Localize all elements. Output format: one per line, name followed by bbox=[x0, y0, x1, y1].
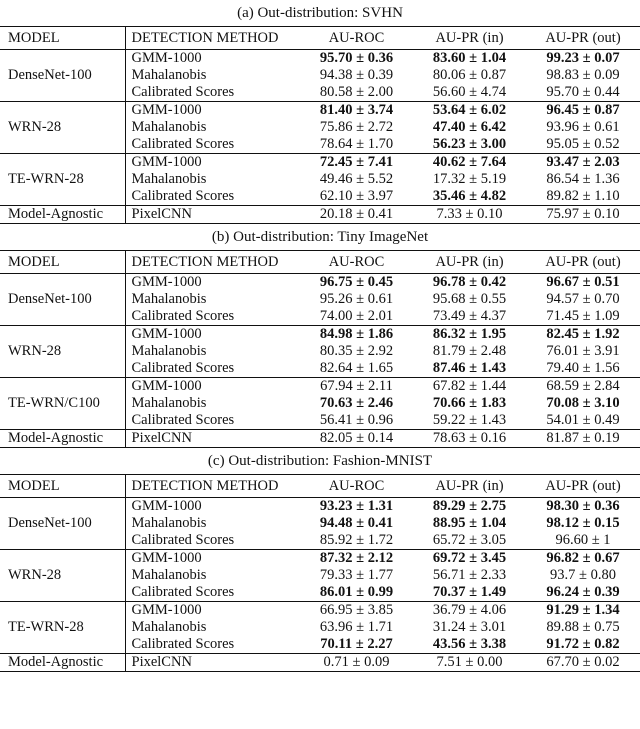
method-cell: Mahalanobis bbox=[131, 291, 207, 307]
method-cell: Calibrated Scores bbox=[125, 136, 300, 154]
value-cell: 72.45 ± 7.41 bbox=[319, 154, 394, 170]
value-cell: 81.79 ± 2.48 bbox=[432, 343, 507, 359]
value-cell: 70.37 ± 1.49 bbox=[413, 584, 526, 602]
value-cell: 43.56 ± 3.38 bbox=[413, 636, 526, 654]
value-cell: 17.32 ± 5.19 bbox=[432, 171, 507, 187]
table-row bbox=[0, 550, 640, 568]
value-cell: 98.12 ± 0.15 bbox=[546, 515, 620, 531]
method-cell: PixelCNN bbox=[125, 430, 300, 448]
table-row bbox=[0, 274, 640, 292]
value-cell: 95.26 ± 0.61 bbox=[319, 291, 394, 307]
table-row bbox=[0, 326, 640, 344]
method-cell: GMM-1000 bbox=[131, 326, 202, 342]
value-cell: 59.22 ± 1.43 bbox=[413, 412, 526, 430]
value-cell: 96.24 ± 0.39 bbox=[526, 584, 640, 602]
table-caption: (a) Out-distribution: SVHN bbox=[237, 5, 403, 21]
value-cell: 56.71 ± 2.33 bbox=[432, 567, 507, 583]
value-cell: 81.87 ± 0.19 bbox=[526, 430, 640, 448]
value-cell: 70.63 ± 2.46 bbox=[319, 395, 394, 411]
value-cell: 62.10 ± 3.97 bbox=[300, 188, 413, 206]
method-cell: PixelCNN bbox=[125, 654, 300, 672]
value-cell: 96.60 ± 1 bbox=[526, 532, 640, 550]
value-cell: 80.35 ± 2.92 bbox=[319, 343, 394, 359]
method-cell: Calibrated Scores bbox=[125, 532, 300, 550]
header-row bbox=[0, 251, 640, 274]
value-cell: 36.79 ± 4.06 bbox=[432, 602, 507, 618]
value-cell: 67.94 ± 2.11 bbox=[320, 378, 393, 394]
method-cell: Calibrated Scores bbox=[125, 84, 300, 102]
value-cell: 56.60 ± 4.74 bbox=[413, 84, 526, 102]
value-cell: 96.67 ± 0.51 bbox=[546, 274, 620, 290]
value-cell: 7.51 ± 0.00 bbox=[413, 654, 526, 672]
value-cell: 68.59 ± 2.84 bbox=[546, 378, 620, 394]
column-header: MODEL bbox=[0, 27, 125, 50]
value-cell: 0.71 ± 0.09 bbox=[300, 654, 413, 672]
model-cell: Model-Agnostic bbox=[0, 430, 125, 448]
value-cell: 89.29 ± 2.75 bbox=[432, 498, 507, 514]
model-cell: DenseNet-100 bbox=[0, 274, 125, 326]
value-cell: 79.40 ± 1.56 bbox=[526, 360, 640, 378]
value-cell: 91.72 ± 0.82 bbox=[526, 636, 640, 654]
value-cell: 67.82 ± 1.44 bbox=[432, 378, 507, 394]
value-cell: 20.18 ± 0.41 bbox=[300, 206, 413, 224]
method-cell: Calibrated Scores bbox=[125, 412, 300, 430]
model-cell: DenseNet-100 bbox=[0, 50, 125, 102]
results-table bbox=[0, 250, 640, 448]
table-row bbox=[0, 430, 640, 448]
value-cell: 73.49 ± 4.37 bbox=[413, 308, 526, 326]
table-row bbox=[0, 378, 640, 396]
table-row bbox=[0, 654, 640, 672]
value-cell: 96.78 ± 0.42 bbox=[432, 274, 507, 290]
value-cell: 93.47 ± 2.03 bbox=[546, 154, 620, 170]
value-cell: 88.95 ± 1.04 bbox=[432, 515, 507, 531]
model-cell: Model-Agnostic bbox=[0, 654, 125, 672]
value-cell: 96.75 ± 0.45 bbox=[319, 274, 394, 290]
method-cell: Mahalanobis bbox=[131, 619, 207, 635]
value-cell: 96.45 ± 0.87 bbox=[546, 102, 620, 118]
value-cell: 96.82 ± 0.67 bbox=[546, 550, 620, 566]
value-cell: 95.68 ± 0.55 bbox=[432, 291, 507, 307]
column-header: AU-PR (out) bbox=[526, 251, 640, 274]
method-cell: GMM-1000 bbox=[131, 274, 202, 290]
value-cell: 66.95 ± 3.85 bbox=[319, 602, 394, 618]
model-cell: WRN-28 bbox=[0, 102, 125, 154]
column-header: AU-PR (in) bbox=[413, 27, 526, 50]
value-cell: 69.72 ± 3.45 bbox=[432, 550, 507, 566]
method-cell: GMM-1000 bbox=[131, 50, 202, 66]
value-cell: 94.57 ± 0.70 bbox=[546, 291, 620, 307]
method-cell: GMM-1000 bbox=[131, 154, 202, 170]
column-header: MODEL bbox=[0, 475, 125, 498]
value-cell: 74.00 ± 2.01 bbox=[300, 308, 413, 326]
value-cell: 95.70 ± 0.36 bbox=[319, 50, 394, 66]
results-table bbox=[0, 26, 640, 224]
value-cell: 99.23 ± 0.07 bbox=[546, 50, 620, 66]
value-cell: 93.96 ± 0.61 bbox=[546, 119, 620, 135]
value-cell: 94.38 ± 0.39 bbox=[319, 67, 394, 83]
method-cell: Mahalanobis bbox=[131, 171, 207, 187]
column-header: AU-PR (out) bbox=[526, 27, 640, 50]
model-cell: Model-Agnostic bbox=[0, 206, 125, 224]
value-cell: 65.72 ± 3.05 bbox=[413, 532, 526, 550]
column-header: AU-PR (in) bbox=[413, 475, 526, 498]
value-cell: 86.54 ± 1.36 bbox=[546, 171, 620, 187]
column-header: DETECTION METHOD bbox=[125, 27, 300, 50]
model-cell: TE-WRN/C100 bbox=[0, 378, 125, 430]
method-cell: Mahalanobis bbox=[131, 567, 207, 583]
value-cell: 79.33 ± 1.77 bbox=[319, 567, 394, 583]
value-cell: 78.64 ± 1.70 bbox=[300, 136, 413, 154]
method-cell: PixelCNN bbox=[125, 206, 300, 224]
method-cell: GMM-1000 bbox=[131, 378, 202, 394]
table-row bbox=[0, 602, 640, 620]
table-section bbox=[0, 224, 640, 448]
column-header: AU-PR (in) bbox=[413, 251, 526, 274]
column-header: AU-ROC bbox=[300, 27, 413, 50]
value-cell: 70.11 ± 2.27 bbox=[300, 636, 413, 654]
column-header: AU-ROC bbox=[300, 251, 413, 274]
method-cell: GMM-1000 bbox=[131, 550, 202, 566]
value-cell: 35.46 ± 4.82 bbox=[413, 188, 526, 206]
value-cell: 86.01 ± 0.99 bbox=[300, 584, 413, 602]
value-cell: 98.30 ± 0.36 bbox=[546, 498, 620, 514]
column-header: AU-PR (out) bbox=[526, 475, 640, 498]
value-cell: 54.01 ± 0.49 bbox=[526, 412, 640, 430]
model-cell: DenseNet-100 bbox=[0, 498, 125, 550]
model-cell: WRN-28 bbox=[0, 550, 125, 602]
model-cell: TE-WRN-28 bbox=[0, 154, 125, 206]
method-cell: Mahalanobis bbox=[131, 395, 207, 411]
column-header: AU-ROC bbox=[300, 475, 413, 498]
value-cell: 93.7 ± 0.80 bbox=[550, 567, 616, 583]
model-cell: WRN-28 bbox=[0, 326, 125, 378]
value-cell: 89.82 ± 1.10 bbox=[526, 188, 640, 206]
table-row bbox=[0, 498, 640, 516]
value-cell: 56.23 ± 3.00 bbox=[413, 136, 526, 154]
value-cell: 76.01 ± 3.91 bbox=[546, 343, 620, 359]
value-cell: 31.24 ± 3.01 bbox=[432, 619, 507, 635]
value-cell: 75.86 ± 2.72 bbox=[319, 119, 394, 135]
table-caption: (b) Out-distribution: Tiny ImageNet bbox=[211, 229, 429, 245]
column-header: MODEL bbox=[0, 251, 125, 274]
value-cell: 78.63 ± 0.16 bbox=[413, 430, 526, 448]
value-cell: 95.70 ± 0.44 bbox=[526, 84, 640, 102]
value-cell: 53.64 ± 6.02 bbox=[432, 102, 507, 118]
value-cell: 94.48 ± 0.41 bbox=[319, 515, 394, 531]
value-cell: 71.45 ± 1.09 bbox=[526, 308, 640, 326]
method-cell: GMM-1000 bbox=[131, 498, 202, 514]
method-cell: Mahalanobis bbox=[131, 119, 207, 135]
value-cell: 80.58 ± 2.00 bbox=[300, 84, 413, 102]
table-row bbox=[0, 206, 640, 224]
value-cell: 89.88 ± 0.75 bbox=[546, 619, 620, 635]
value-cell: 85.92 ± 1.72 bbox=[300, 532, 413, 550]
column-header: DETECTION METHOD bbox=[125, 475, 300, 498]
value-cell: 7.33 ± 0.10 bbox=[413, 206, 526, 224]
value-cell: 70.66 ± 1.83 bbox=[432, 395, 507, 411]
value-cell: 67.70 ± 0.02 bbox=[526, 654, 640, 672]
method-cell: Mahalanobis bbox=[131, 67, 207, 83]
results-table bbox=[0, 474, 640, 672]
table-section bbox=[0, 0, 640, 224]
table-row bbox=[0, 102, 640, 120]
value-cell: 83.60 ± 1.04 bbox=[432, 50, 507, 66]
method-cell: Calibrated Scores bbox=[125, 636, 300, 654]
value-cell: 82.64 ± 1.65 bbox=[300, 360, 413, 378]
value-cell: 91.29 ± 1.34 bbox=[546, 602, 620, 618]
method-cell: Calibrated Scores bbox=[125, 584, 300, 602]
value-cell: 95.05 ± 0.52 bbox=[526, 136, 640, 154]
method-cell: Mahalanobis bbox=[131, 515, 207, 531]
column-header: DETECTION METHOD bbox=[125, 251, 300, 274]
method-cell: Calibrated Scores bbox=[125, 188, 300, 206]
method-cell: Calibrated Scores bbox=[125, 308, 300, 326]
method-cell: Mahalanobis bbox=[131, 343, 207, 359]
value-cell: 70.08 ± 3.10 bbox=[546, 395, 620, 411]
value-cell: 93.23 ± 1.31 bbox=[319, 498, 394, 514]
value-cell: 80.06 ± 0.87 bbox=[432, 67, 507, 83]
value-cell: 49.46 ± 5.52 bbox=[319, 171, 394, 187]
value-cell: 47.40 ± 6.42 bbox=[432, 119, 507, 135]
method-cell: Calibrated Scores bbox=[125, 360, 300, 378]
table-section bbox=[0, 448, 640, 672]
header-row bbox=[0, 475, 640, 498]
value-cell: 82.45 ± 1.92 bbox=[546, 326, 620, 342]
header-row bbox=[0, 27, 640, 50]
table-row bbox=[0, 50, 640, 68]
value-cell: 75.97 ± 0.10 bbox=[526, 206, 640, 224]
value-cell: 56.41 ± 0.96 bbox=[300, 412, 413, 430]
method-cell: GMM-1000 bbox=[131, 602, 202, 618]
value-cell: 86.32 ± 1.95 bbox=[432, 326, 507, 342]
method-cell: GMM-1000 bbox=[131, 102, 202, 118]
table-row bbox=[0, 154, 640, 172]
value-cell: 84.98 ± 1.86 bbox=[319, 326, 394, 342]
value-cell: 40.62 ± 7.64 bbox=[432, 154, 507, 170]
table-caption: (c) Out-distribution: Fashion-MNIST bbox=[207, 453, 433, 469]
value-cell: 98.83 ± 0.09 bbox=[546, 67, 620, 83]
value-cell: 87.32 ± 2.12 bbox=[319, 550, 394, 566]
value-cell: 63.96 ± 1.71 bbox=[319, 619, 394, 635]
value-cell: 82.05 ± 0.14 bbox=[300, 430, 413, 448]
value-cell: 81.40 ± 3.74 bbox=[319, 102, 394, 118]
value-cell: 87.46 ± 1.43 bbox=[413, 360, 526, 378]
model-cell: TE-WRN-28 bbox=[0, 602, 125, 654]
